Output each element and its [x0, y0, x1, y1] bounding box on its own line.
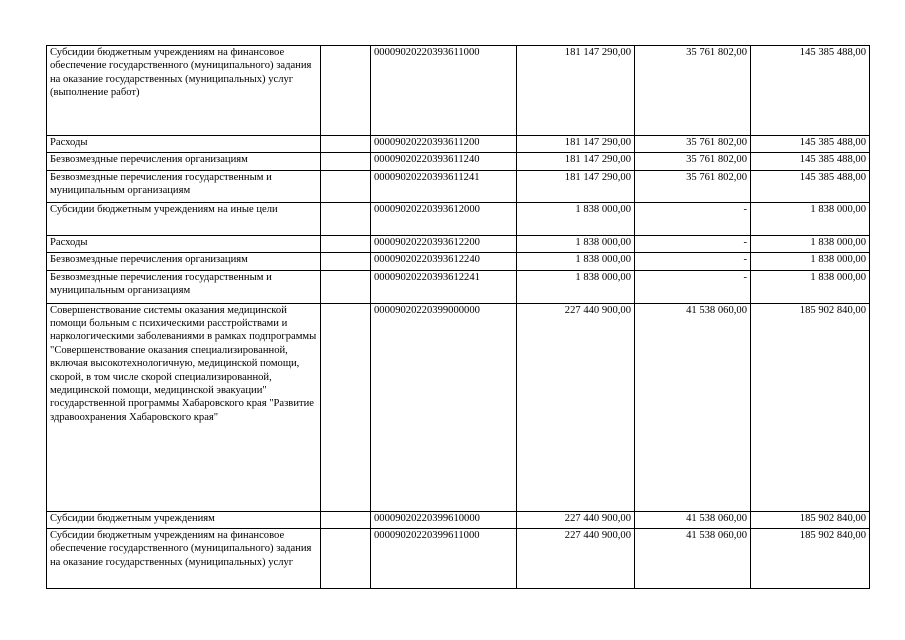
row-executed: -	[635, 235, 751, 252]
row-executed: 41 538 060,00	[635, 303, 751, 511]
row-executed: 35 761 802,00	[635, 136, 751, 153]
row-remaining: 1 838 000,00	[751, 235, 870, 252]
row-remaining: 185 902 840,00	[751, 511, 870, 528]
row-budget-code: 00009020220393612000	[371, 202, 517, 235]
row-line-code	[321, 202, 371, 235]
row-executed: -	[635, 253, 751, 270]
row-approved: 1 838 000,00	[517, 270, 635, 303]
row-remaining: 185 902 840,00	[751, 529, 870, 589]
row-name: Безвозмездные перечисления организациям	[47, 153, 321, 170]
row-name: Безвозмездные перечисления государственным и муниципальным организациям	[47, 270, 321, 303]
row-name: Субсидии бюджетным учреждениям на иные цели	[47, 202, 321, 235]
row-approved: 1 838 000,00	[517, 202, 635, 235]
row-remaining: 145 385 488,00	[751, 170, 870, 202]
row-name: Безвозмездные перечисления организациям	[47, 253, 321, 270]
table-row	[47, 270, 870, 303]
row-budget-code: 00009020220393611200	[371, 136, 517, 153]
table-row	[47, 170, 870, 202]
row-name: Совершенствование системы оказания медицинской помощи больным с психическими расстройствами и наркологическими заболеваниями в рамках подпрограммы "Совершенствование оказания специализированной, включая высокотехнологичную, медицинской помощи, скорой, в том числе скорой специализированной, медицинской помощи, медицинской эвакуации" государственной программы Хабаровского края "Развитие здравоохранения Хабаровского края"	[47, 303, 321, 511]
row-line-code	[321, 253, 371, 270]
row-remaining: 1 838 000,00	[751, 202, 870, 235]
row-remaining: 145 385 488,00	[751, 153, 870, 170]
row-budget-code: 00009020220399000000	[371, 303, 517, 511]
row-line-code	[321, 529, 371, 589]
table-row	[47, 303, 870, 511]
budget-execution-table	[46, 45, 870, 589]
row-executed: 35 761 802,00	[635, 170, 751, 202]
row-approved: 181 147 290,00	[517, 46, 635, 136]
table-row	[47, 529, 870, 589]
row-approved: 227 440 900,00	[517, 511, 635, 528]
row-budget-code: 00009020220399611000	[371, 529, 517, 589]
row-budget-code: 00009020220393611000	[371, 46, 517, 136]
table-row	[47, 235, 870, 252]
row-name: Расходы	[47, 235, 321, 252]
row-line-code	[321, 270, 371, 303]
row-line-code	[321, 170, 371, 202]
row-remaining: 185 902 840,00	[751, 303, 870, 511]
table-row	[47, 202, 870, 235]
row-budget-code: 00009020220393611240	[371, 153, 517, 170]
row-budget-code: 00009020220393612241	[371, 270, 517, 303]
row-name: Расходы	[47, 136, 321, 153]
row-approved: 227 440 900,00	[517, 529, 635, 589]
table-row	[47, 46, 870, 136]
row-name: Субсидии бюджетным учреждениям на финансовое обеспечение государственного (муниципального) задания на оказание государственных (муниципальных) услуг (выполнение работ)	[47, 46, 321, 136]
row-budget-code: 00009020220393611241	[371, 170, 517, 202]
row-approved: 181 147 290,00	[517, 170, 635, 202]
row-budget-code: 00009020220393612200	[371, 235, 517, 252]
row-line-code	[321, 511, 371, 528]
table-row	[47, 511, 870, 528]
row-executed: -	[635, 202, 751, 235]
row-line-code	[321, 235, 371, 252]
row-executed: 35 761 802,00	[635, 46, 751, 136]
row-line-code	[321, 303, 371, 511]
row-executed: 41 538 060,00	[635, 529, 751, 589]
row-executed: 35 761 802,00	[635, 153, 751, 170]
row-approved: 1 838 000,00	[517, 253, 635, 270]
row-budget-code: 00009020220399610000	[371, 511, 517, 528]
table-row	[47, 136, 870, 153]
row-executed: -	[635, 270, 751, 303]
row-line-code	[321, 46, 371, 136]
table-row	[47, 253, 870, 270]
row-remaining: 145 385 488,00	[751, 46, 870, 136]
row-approved: 227 440 900,00	[517, 303, 635, 511]
row-approved: 181 147 290,00	[517, 153, 635, 170]
row-remaining: 145 385 488,00	[751, 136, 870, 153]
row-remaining: 1 838 000,00	[751, 253, 870, 270]
row-line-code	[321, 153, 371, 170]
table-row	[47, 153, 870, 170]
row-executed: 41 538 060,00	[635, 511, 751, 528]
row-approved: 181 147 290,00	[517, 136, 635, 153]
row-remaining: 1 838 000,00	[751, 270, 870, 303]
row-budget-code: 00009020220393612240	[371, 253, 517, 270]
row-name: Субсидии бюджетным учреждениям	[47, 511, 321, 528]
row-line-code	[321, 136, 371, 153]
row-name: Безвозмездные перечисления государственным и муниципальным организациям	[47, 170, 321, 202]
row-approved: 1 838 000,00	[517, 235, 635, 252]
row-name: Субсидии бюджетным учреждениям на финансовое обеспечение государственного (муниципального) задания на оказание государственных (муниципальных) услуг	[47, 529, 321, 589]
